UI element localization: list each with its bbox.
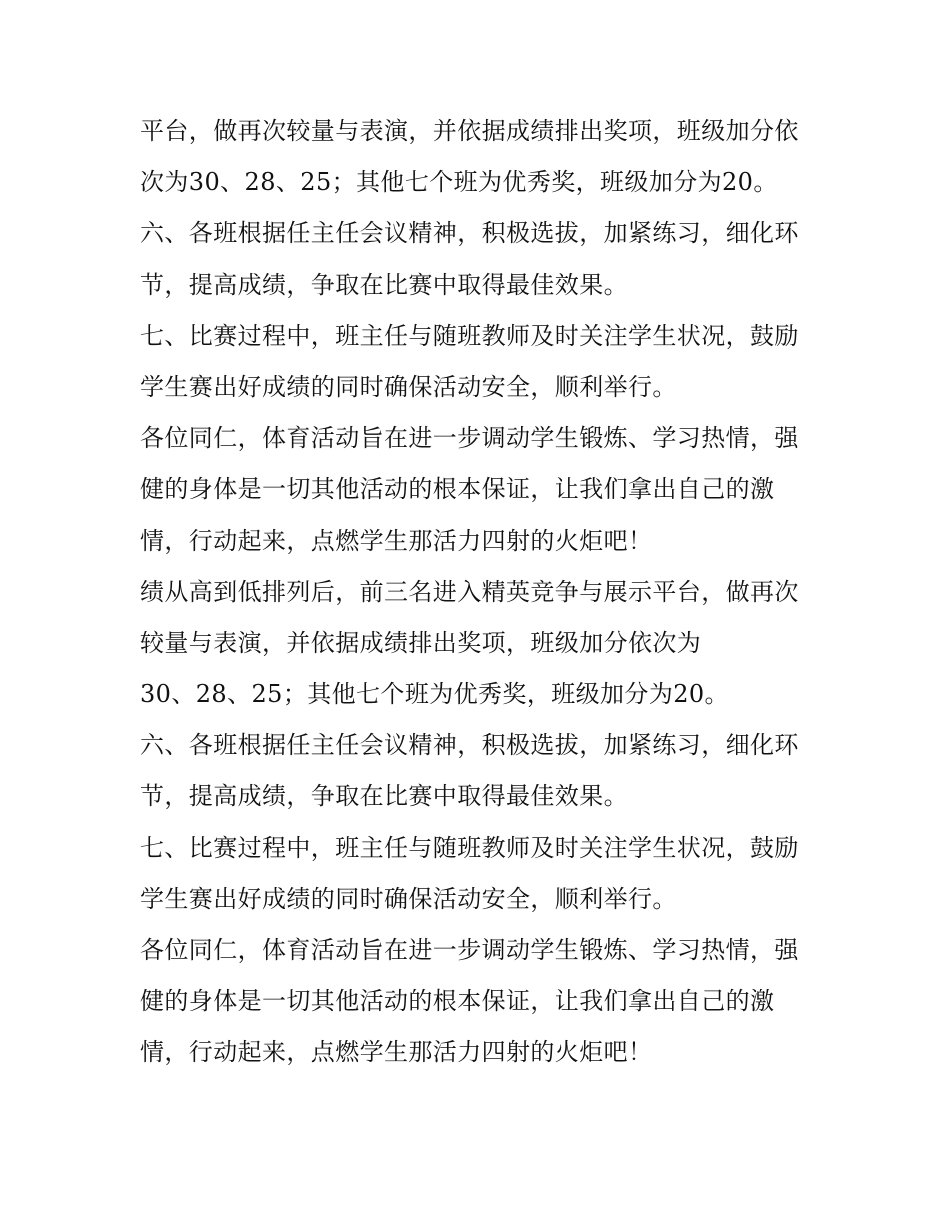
text-line: 绩从高到低排列后，前三名进入精英竞争与展示平台，做再次 <box>140 577 799 606</box>
text-line: 六、各班根据任主任会议精神，积极选拔，加紧练习，细化环 <box>140 731 799 760</box>
text-line: 学生赛出好成绩的同时确保活动安全，顺利举行。 <box>140 372 677 401</box>
text-line: 六、各班根据任主任会议精神，积极选拔，加紧练习，细化环 <box>140 219 799 248</box>
text-line: 情，行动起来，点燃学生那活力四射的火炬吧！ <box>140 526 653 555</box>
text-line: 节，提高成绩，争取在比赛中取得最佳效果。 <box>140 782 628 811</box>
text-line: 平台，做再次较量与表演，并依据成绩排出奖项，班级加分依 <box>140 117 799 145</box>
text-line: 次为30、28、25；其他七个班为优秀奖，班级加分为20。 <box>140 168 778 197</box>
text-line: 各位同仁，体育活动旨在进一步调动学生锻炼、学习热情，强 <box>140 424 799 453</box>
text-line: 30、28、25；其他七个班为优秀奖，班级加分为20。 <box>140 680 729 709</box>
text-line: 七、比赛过程中，班主任与随班教师及时关注学生状况，鼓励 <box>140 833 799 862</box>
document-body <box>140 111 830 1084</box>
text-line: 学生赛出好成绩的同时确保活动安全，顺利举行。 <box>140 884 677 913</box>
text-line: 情，行动起来，点燃学生那活力四射的火炬吧！ <box>140 1038 653 1067</box>
text-line: 各位同仁，体育活动旨在进一步调动学生锻炼、学习热情，强 <box>140 936 799 964</box>
text-line: 健的身体是一切其他活动的根本保证，让我们拿出自己的激 <box>140 475 775 504</box>
text-line: 节，提高成绩，争取在比赛中取得最佳效果。 <box>140 270 628 299</box>
text-line: 较量与表演，并依据成绩排出奖项，班级加分依次为 <box>140 628 702 657</box>
text-line: 七、比赛过程中，班主任与随班教师及时关注学生状况，鼓励 <box>140 321 799 350</box>
text-line: 健的身体是一切其他活动的根本保证，让我们拿出自己的激 <box>140 987 775 1016</box>
